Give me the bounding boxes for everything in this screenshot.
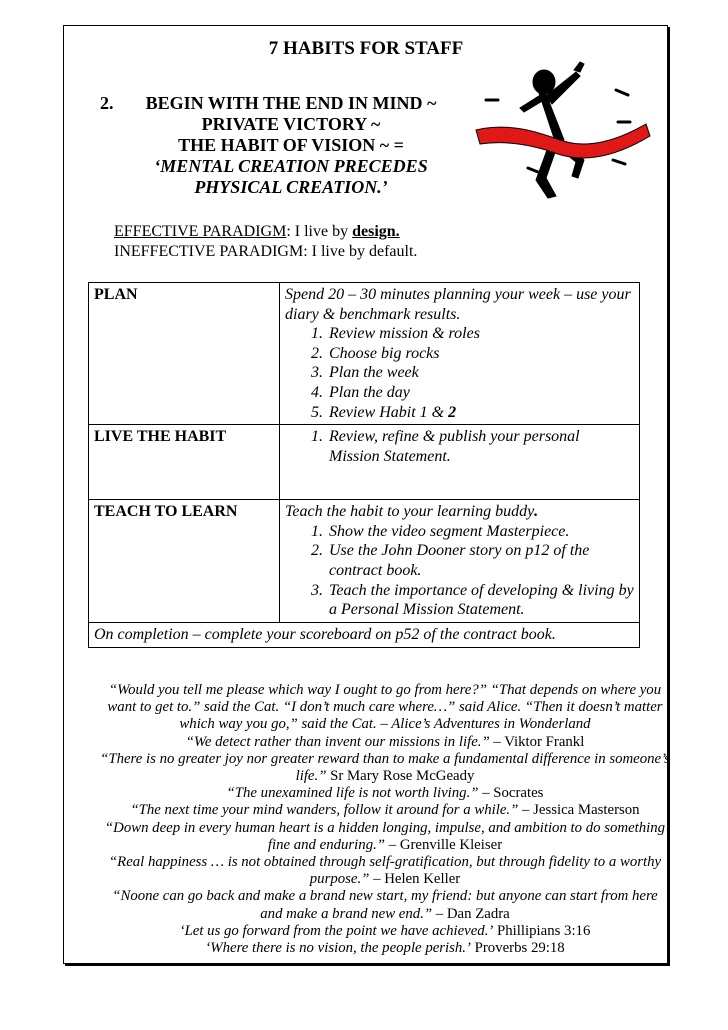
quote-text: ‘Where there is no vision, the people perish.’ (205, 940, 471, 957)
list-item-text: Review Habit 1 & (329, 403, 449, 421)
quote-author: Proverbs 29:18 (470, 940, 565, 957)
quote-text: ‘Let us go forward from the point we have achieved.’ (179, 922, 494, 939)
effective-label: EFFECTIVE PARADIGM (114, 223, 287, 240)
habit-line-4: ‘MENTAL CREATION PRECEDES (154, 156, 428, 176)
habit-table (88, 282, 640, 648)
list-item: 3. Teach the importance of developing & living by a Personal Mission Statement. (327, 581, 634, 620)
live-list (285, 427, 634, 466)
habit-heading (100, 93, 460, 198)
quote-author: – Viktor Frankl (489, 733, 585, 750)
quote-frankl (100, 734, 670, 751)
plan-intro: Spend 20 – 30 minutes planning your week – use your diary & benchmark results. (285, 286, 631, 323)
teach-list (285, 522, 634, 620)
quote-kleiser (100, 820, 670, 854)
quote-zadra (100, 888, 670, 922)
habit-line-2: PRIVATE VICTORY ~ (201, 114, 381, 134)
completion-note: On completion – complete your scoreboard on p52 of the contract book. (89, 623, 640, 648)
quote-keller (100, 854, 670, 888)
ineffective-paradigm: INEFFECTIVE PARADIGM: I live by default. (114, 243, 418, 260)
plan-list (285, 324, 634, 422)
quote-text: “Noone can go back and make a brand new start, my friend: but anyone can start from here and make a brand new end.” (112, 888, 658, 922)
list-item (327, 403, 634, 423)
habit-line-5: PHYSICAL CREATION.’ (194, 177, 388, 197)
quote-text: “Real happiness … is not obtained through self-gratification, but through fidelity to a worthy purpose.” (108, 854, 662, 888)
quote-text: “Down deep in every human heart is a hidden longing, impulse, and ambition to do something fine and enduring.” (104, 819, 666, 853)
quote-author: – Grenville Kleiser (385, 836, 503, 853)
list-item: 2. Use the John Dooner story on p12 of the contract book. (327, 541, 634, 580)
list-item: 2. Choose big rocks (327, 344, 634, 364)
quote-author: Phillipians 3:16 (493, 922, 591, 939)
runner-finish-line-image (468, 60, 658, 210)
teach-intro-line (285, 502, 634, 522)
finish-ribbon (476, 124, 650, 158)
list-item: 1. Review, refine & publish your personal Mission Statement. (327, 427, 634, 466)
habit-number: 2. (100, 93, 114, 113)
quote-text: “The unexamined life is not worth living.” (226, 785, 479, 802)
quote-masterson (100, 802, 670, 819)
list-item: 4. Plan the day (327, 383, 634, 403)
quote-alice (100, 682, 670, 734)
quote-author: Sr Mary Rose McGeady (326, 768, 475, 785)
table-row-plan (89, 283, 640, 425)
quote-mcgeady (100, 751, 670, 785)
effective-paradigm (114, 222, 417, 242)
quote-socrates (100, 785, 670, 802)
effective-text: : I live by (286, 223, 353, 240)
table-row-live (89, 425, 640, 500)
list-item: 3. Plan the week (327, 363, 634, 383)
teach-label: TEACH TO LEARN (89, 500, 280, 623)
quote-author: – Helen Keller (369, 871, 461, 888)
habit-line-1: BEGIN WITH THE END IN MIND ~ (145, 93, 437, 113)
quote-author: – Jessica Masterson (518, 802, 640, 819)
quote-phillipians (100, 923, 670, 940)
quote-proverbs (100, 940, 670, 957)
table-row-teach (89, 500, 640, 623)
paradigm-block (114, 222, 417, 262)
quotes-block (100, 682, 670, 957)
teach-intro-end: . (534, 503, 539, 521)
teach-cell (280, 500, 640, 623)
live-label: LIVE THE HABIT (89, 425, 280, 500)
page-title: 7 HABITS FOR STAFF (268, 38, 464, 59)
quote-text: “We detect rather than invent our missions in life.” (185, 733, 490, 750)
list-item-bold: 2 (448, 403, 457, 421)
list-item: 1. Review mission & roles (327, 324, 634, 344)
live-cell (280, 425, 640, 500)
table-row-footer (89, 623, 640, 648)
quote-text: “There is no greater joy nor greater reward than to make a fundamental difference in someone’s life.” (100, 750, 670, 785)
quote-author: – Dan Zadra (432, 905, 510, 922)
quote-text: “Would you tell me please which way I ought to go from here?” “That depends on where you want to get to.” said the Cat. “I don’t much care where…” said Alice. “Then it doesn’t matter which way you go,” said the Cat. – Alice’s Adventures in Wonderland (107, 682, 663, 733)
quote-author: – Socrates (478, 785, 544, 802)
list-item: 1. Show the video segment Masterpiece. (327, 522, 634, 542)
habit-line-3: THE HABIT OF VISION ~ = (178, 135, 404, 155)
plan-cell (280, 283, 640, 425)
quote-text: “The next time your mind wanders, follow it around for a while.” (130, 802, 519, 819)
teach-intro: Teach the habit to your learning buddy (285, 503, 535, 521)
plan-label: PLAN (89, 283, 280, 425)
runner-figure (520, 62, 584, 198)
effective-emph: design. (352, 223, 400, 240)
